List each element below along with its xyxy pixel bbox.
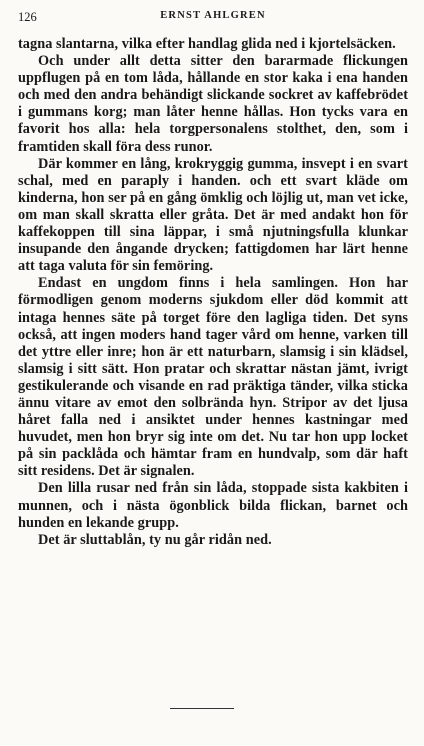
section-end-rule: [170, 708, 234, 709]
running-head: ERNST AHLGREN: [160, 10, 266, 21]
paragraph: Och under allt detta sitter den bararmade flickungen uppflugen på en tom låda, hållande en stor kaka i ena handen och med den andra behändigt slickande sockret av kaffebrödet i gummans korg; man låter henne hållas. Hon tycks vara en favorit hos alla: hela torgpersonalens stolthet, den, som i framtiden skall föra dess runor.: [18, 53, 408, 155]
page-header: [18, 10, 408, 26]
paragraph: Endast en ungdom finns i hela samlingen. Hon har förmodligen genom moderns sjukdom eller död kommit att intaga hennes säte på torget före den lagliga tiden. Det syns också, att ingen moders hand tager vård om henne, varken till det yttre eller inre; hon är ett naturbarn, slamsig i sin klädsel, slamsig i sitt sätt. Hon pratar och skrattar nästan jämt, ivrigt gestikulerande och visande en rad präktiga tänder, vilka sticka ännu vitare av emot den solbrända hyn. Stripor av det ljusa håret falla ned i ansiktet under hennes kastningar med huvudet, men hon bryr sig inte om det. Nu tar hon upp locket på sin packlåda och hämtar fram en hundvalp, som där haft sitt residens. Det är signalen.: [18, 275, 408, 480]
paragraph: Den lilla rusar ned från sin låda, stoppade sista kakbiten i munnen, och i nästa ögonblick bilda flickan, barnet och hunden en lekande grupp.: [18, 480, 408, 531]
paragraph: Det är sluttablån, ty nu går ridån ned.: [38, 531, 272, 548]
paragraph: tagna slantarna, vilka efter handlag glida ned i kjortelsäcken.: [18, 36, 396, 52]
page-number: 126: [18, 10, 37, 24]
body-text: [18, 36, 408, 549]
paragraph: Där kommer en lång, krokryggig gumma, insvept i en svart schal, med en paraply i handen. och ett svart kläde om kinderna, hon ser på en gång ömklig och löjlig ut, man vet icke, om man skall skratta eller gråta. Det är med andakt hon för kaffekoppen till sina läppar, i små njutningsfulla klunkar insupande den ångande drycken; fattigdomen har lärt henne att taga valuta för sin femöring.: [18, 155, 408, 275]
